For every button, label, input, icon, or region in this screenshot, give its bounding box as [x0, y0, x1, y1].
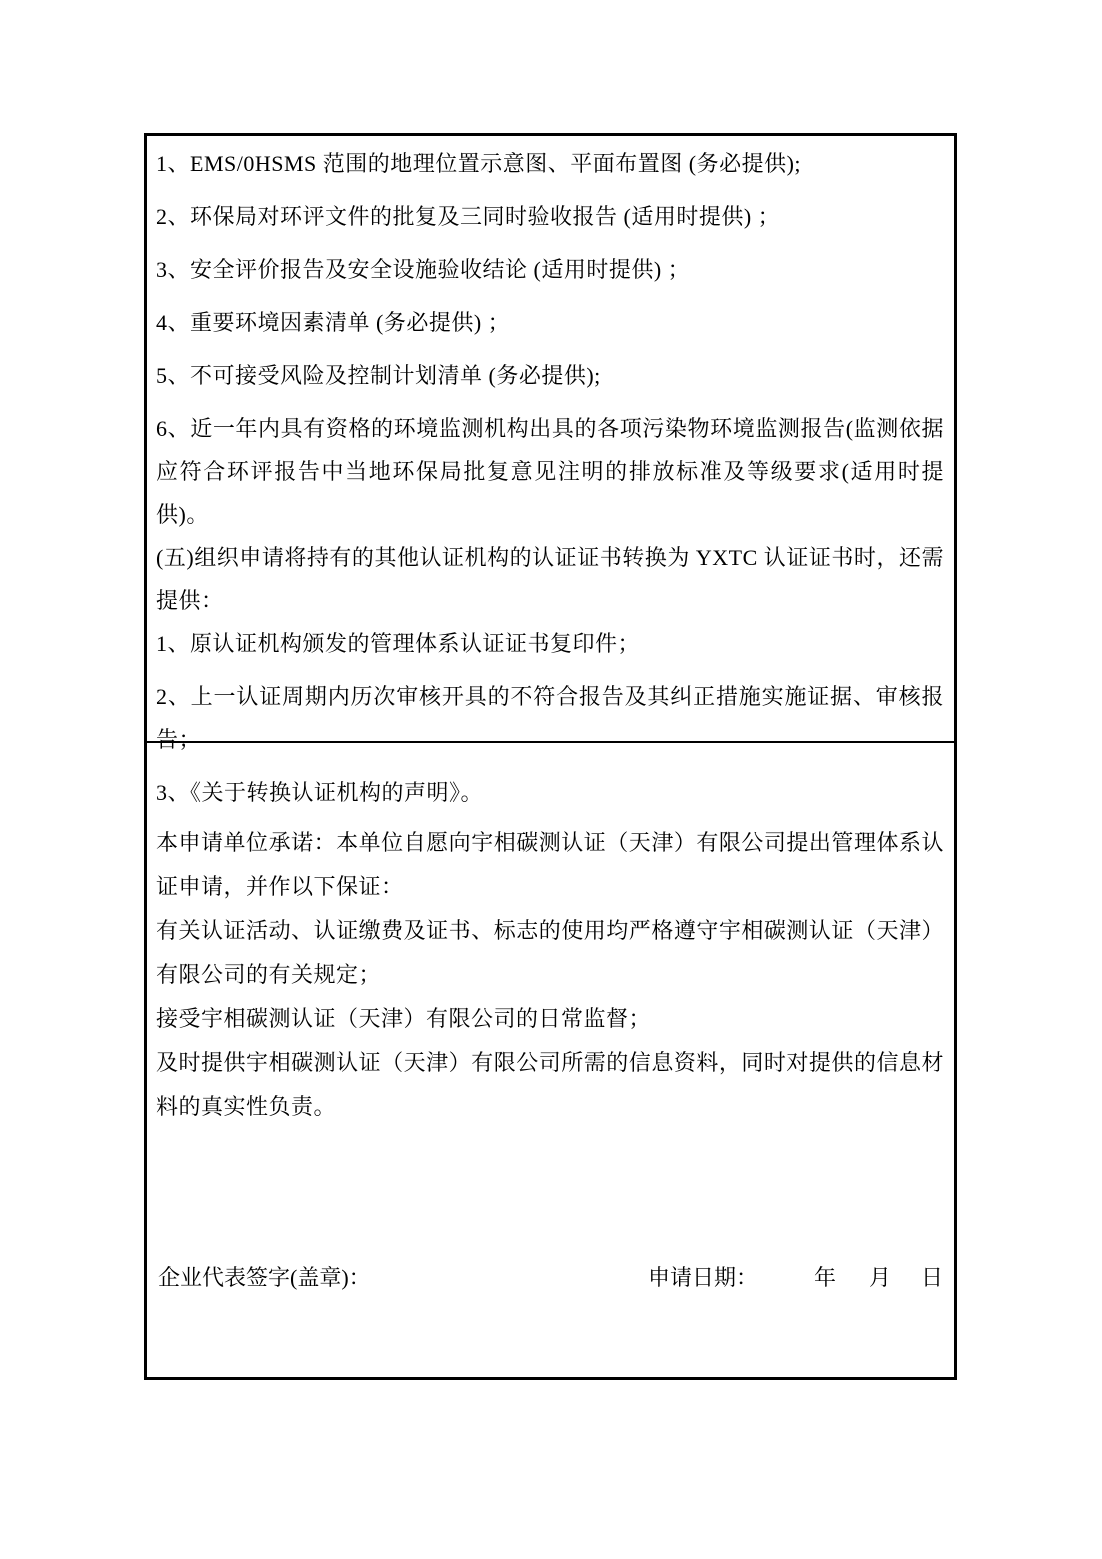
requirement-item-2: 2、环保局对环评文件的批复及三同时验收报告 (适用时提供) ； — [156, 204, 781, 229]
declaration-paragraph-4: 及时提供宇相碳测认证（天津）有限公司所需的信息资料，同时对提供的信息材料的真实性负责。 — [156, 1050, 944, 1119]
section-5-heading: (五)组织申请将持有的其他认证机构的认证证书转换为 YXTC 认证证书时，还需提供： — [156, 545, 944, 613]
declaration-paragraph-3: 接受宇相碳测认证（天津）有限公司的日常监督； — [156, 1006, 652, 1031]
transfer-item-3: 3、《关于转换认证机构的声明》。 — [156, 780, 484, 805]
declaration-cell — [147, 743, 954, 1377]
requirement-item-5: 5、不可接受风险及控制计划清单 (务必提供); — [156, 363, 601, 388]
application-date-label: 申请日期： — [648, 1265, 759, 1290]
requirement-item-3: 3、安全评价报告及安全设施验收结论 (适用时提供) ； — [156, 257, 691, 282]
requirement-item-1: 1、EMS/0HSMS 范围的地理位置示意图、平面布置图 (务必提供); — [156, 151, 802, 176]
transfer-item-2: 2、上一认证周期内历次审核开具的不符合报告及其纠正措施实施证据、审核报告； — [156, 684, 944, 752]
requirements-cell — [147, 136, 954, 805]
requirement-item-6: 6、近一年内具有资格的环境监测机构出具的各项污染物环境监测报告(监测依据应符合环评报告中当地环保局批复意见注明的排放标准及等级要求(适用时提供)。 — [156, 416, 944, 527]
day-label: 日 — [921, 1265, 944, 1290]
declaration-block — [156, 821, 944, 1129]
month-label: 月 — [869, 1265, 892, 1290]
representative-signature-label: 企业代表签字(盖章)： — [158, 1265, 371, 1290]
year-label: 年 — [814, 1265, 837, 1290]
transfer-item-1: 1、原认证机构颁发的管理体系认证证书复印件； — [156, 631, 641, 656]
declaration-paragraph-1: 本申请单位承诺：本单位自愿向宇相碳测认证（天津）有限公司提出管理体系认证申请，并作以下保证： — [156, 830, 944, 899]
application-form-table — [144, 133, 957, 1380]
declaration-paragraph-2: 有关认证活动、认证缴费及证书、标志的使用均严格遵守宇相碳测认证（天津）有限公司的有关规定； — [156, 918, 944, 987]
signature-row — [156, 1256, 944, 1300]
requirement-item-4: 4、重要环境因素清单 (务必提供) ； — [156, 310, 511, 335]
